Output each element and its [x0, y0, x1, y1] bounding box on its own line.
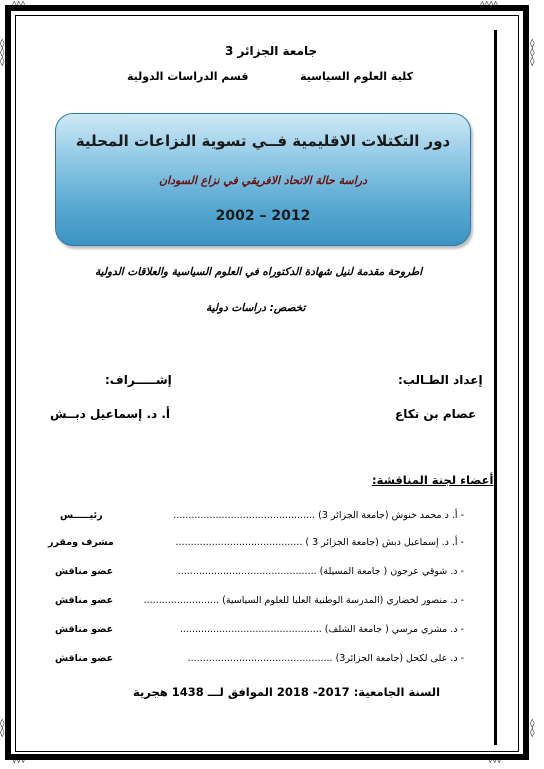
committee-member: - أ. د محمد خنوش (جامعة الجزائر 3) ............................................... [173, 510, 464, 521]
committee-member-row [20, 624, 464, 640]
supervision-label: إشـــــراف: [105, 373, 172, 387]
academic-year: السنة الجامعية: 2017- 2018 الموافق لـــ 1438 هجرية [133, 685, 441, 699]
prepared-by-label: إعداد الطـالب: [398, 373, 483, 387]
thesis-years: 2002 – 2012 [215, 208, 311, 224]
committee-member: - د. على لكحل (جامعة الجزائر3) ................................................ [187, 653, 464, 664]
edge-ornament-icon: ◊ ◊ [0, 719, 5, 738]
right-vertical-rule [494, 30, 497, 745]
edge-ornament-icon: ◊ ◊ ◊ [530, 39, 535, 67]
thesis-subtitle: دراسة حالة الاتحاد الافريقي في نزاع السودان [158, 174, 368, 187]
committee-label: أعضاء لجنة المناقشة: [372, 473, 494, 487]
corner-ornament-icon: ◊◊◊ [488, 754, 502, 764]
committee-role: رئيـــــس [60, 510, 103, 521]
thesis-note: اطروحة مقدمة لنيل شهادة الدكتوراه في العلوم السياسية والعلاقات الدولية [95, 266, 423, 278]
committee-member-row [20, 653, 464, 669]
corner-ornament-icon: ◊◊◊ [12, 1, 26, 11]
university-name: جامعة الجزائر 3 [225, 44, 318, 58]
corner-ornament-icon: ◊◊◊ [12, 754, 26, 764]
corner-ornament-icon: ◊◊◊◊ [480, 1, 498, 11]
edge-ornament-icon: ◊ ◊ ◊ [0, 39, 5, 67]
committee-member-row [20, 537, 464, 553]
committee-member-row [20, 595, 464, 611]
committee-role: عضو مناقش [55, 566, 114, 577]
department-name: قسم الدراسات الدولية [127, 70, 249, 83]
title-banner [55, 113, 471, 246]
committee-member-row [20, 566, 464, 582]
committee-member: - د. شوقي عرجون ( جامعة المسيلة) .............................................. [177, 566, 464, 577]
committee-member: - د. مشري مرسي ( جامعة الشلف) ............................................... [179, 624, 464, 635]
committee-role: عضو مناقش [55, 653, 114, 664]
committee-role: عضو مناقش [55, 624, 114, 635]
student-name: عصام بن نكاع [395, 407, 477, 421]
committee-member: - د. منصور لخضاري (المدرسة الوطنية العليا للعلوم السياسية) ......................... [143, 595, 464, 606]
committee-role: مشرف ومقرر [48, 537, 114, 548]
committee-member: - أ. د. إسماعيل دبش (جامعة الجزائر 3 ) .......................................... [175, 537, 464, 548]
thesis-title: دور التكتلات الاقليمية فــي تسوية النزاعات المحلية [75, 132, 451, 150]
specialization: تخصص: دراسات دولية [206, 302, 306, 314]
faculty-name: كلية العلوم السياسية [300, 70, 413, 83]
supervisor-name: أ. د. إسماعيل دبــش [50, 407, 171, 421]
committee-role: عضو مناقش [55, 595, 114, 606]
edge-ornament-icon: ◊ ◊ [530, 719, 535, 738]
committee-member-row [20, 510, 464, 526]
